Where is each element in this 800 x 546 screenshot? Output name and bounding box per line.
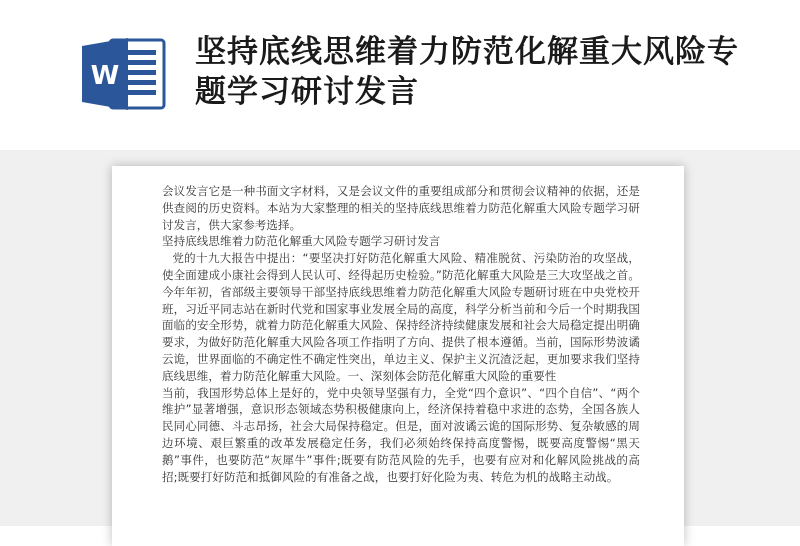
page-title: 坚持底线思维着力防范化解重大风险专题学习研讨发言 [195, 34, 739, 110]
paragraph-intro: 会议发言它是一种书面文字材料，又是会议文件的重要组成部分和贯彻会议精神的依据，还是供查阅的历史资料。本站为大家整理的相关的坚持底线思维着力防范化解重大风险专题学习研讨发言，供大家参考选择。 [162, 184, 640, 232]
document-page [112, 166, 684, 546]
paragraph-heading: 坚持底线思维着力防范化解重大风险专题学习研讨发言 [162, 234, 441, 249]
header-banner [0, 0, 800, 165]
paragraph-main: 党的十九大报告中提出：“要坚决打好防范化解重大风险、精准脱贫、污染防治的攻坚战，使全面建成小康社会得到人民认可、经得起历史检验。”防范化解重大风险是三大攻坚战之首。今年年初，省部级主要领导干部坚持底线思维着力防范化解重大风险专题研讨班在中央党校开班，习近平同志站在新时代党和国家事业发展全局的高度，科学分析当前和今后一个时期我国面临的安全形势，就着力防范化解重大风险、保持经济持续健康发展和社会大局稳定提出明确要求，为做好防范化解重大风险各项工作指明了方向、提供了根本遵循。当前，国际形势波谲云诡，世界面临的不确定性不确定性突出，单边主义、保护主义沉渣泛起，更加要求我们坚持底线思维，着力防范化解重大风险。一、深刻体会防范化解重大风险的重要性 [162, 251, 640, 383]
paragraph-current-situation: 当前，我国形势总体上是好的，党中央领导坚强有力，全党“四个意识”、“四个自信”、“两个维护”显著增强，意识形态领域态势积极健康向上，经济保持着稳中求进的态势，全国各族人民同心同德、斗志昂扬，社会大局保持稳定。但是，面对波谲云诡的国际形势、复杂敏感的周边环境、艰巨繁重的改革发展稳定任务，我们必须始终保持高度警惕，既要高度警惕“黑天鹅”事件，也要防范“灰犀牛”事件;既要有防范风险的先手，也要有应对和化解风险挑战的高招;既要打好防范和抵御风险的有准备之战，也要打好化险为夷、转危为机的战略主动战。 [162, 385, 640, 484]
svg-text:W: W [90, 61, 120, 91]
word-document-icon [80, 36, 168, 112]
document-body [162, 183, 640, 485]
